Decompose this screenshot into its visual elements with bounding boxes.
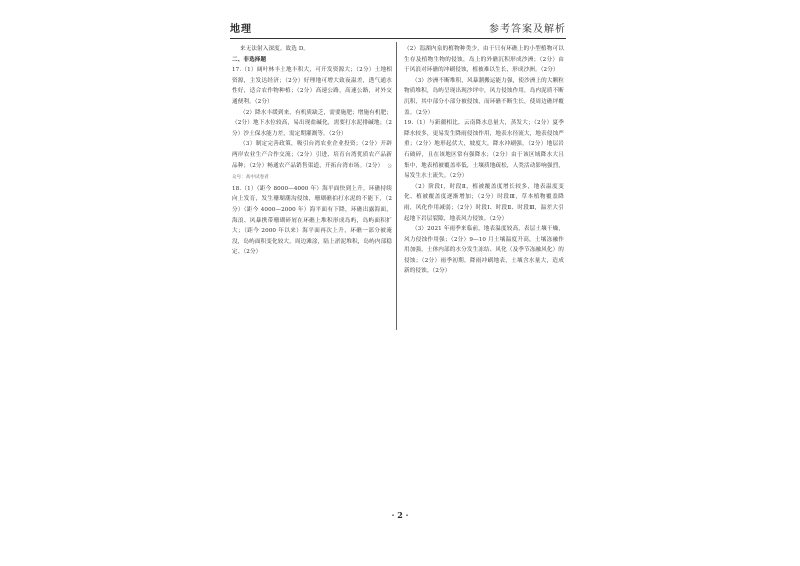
answer-paragraph: [232, 108, 392, 140]
right-column: [404, 44, 564, 277]
paragraph-text: （2）阶段Ⅰ，时段Ⅱ，植被覆盖度增长较多，地表温度变化、植被覆盖度逐渐增加；（2分）时段Ⅲ，草本植物覆盖降雨，风化作用减弱；（2分）时段Ⅰ、时段Ⅱ、时段Ⅲ，温差大引起地下岩层裂隙，地表风力侵蚀。（2分）: [404, 183, 564, 222]
header-rule: [230, 38, 566, 39]
paragraph-text: 18.（1）（距今 8000—4000 年）海平面快到上升，环礁持续向上发育，发生珊瑚潮沟侵蚀，珊瑚礁拍打水泥的不能下，（2分）（距今 4000—2000 年）海平面有下降，环礁出露海面，海浪、风暴携带珊瑚碎屑在环礁上堆积形成岛屿，岛屿面积扩大；（距今 2000 年以来）海平面再次上升，环礁一部分被淹没，岛屿面积变化较大，周边滩涂，陆上淤泥堆积，岛屿内部稳定、（2分）: [232, 185, 392, 256]
paragraph-text: 17.（1）阔叶林丰土地丰积大，可开发资源大；（2分）土地相资源，主发达经济；（2分）好理地可增大致夜温差，透气通水性好，适合农作物种植；（2分）高速公路，高速公路，对外交通便利。（2分）: [232, 67, 392, 105]
answer-paragraph: [232, 184, 392, 258]
section-heading: [232, 55, 392, 66]
answer-paragraph: [404, 118, 564, 182]
paragraph-text: 19.（1）与新疆相比，云南降水总量大，蒸发大；（2分）夏季降水较多，更易发生降雨侵蚀作用，地表水径流大，地表侵蚀严重；（2分）地形起伏大，坡度大，降水冲刷强，（2分）地层岩石破碎，且在该地区常有强降水；（2分）由于该区域降水大且集中，地表植被覆盖率低，土壤质地疏松，人类活动影响强烈，易发生水土流失。（2分）: [404, 120, 564, 180]
column-divider: [396, 42, 397, 330]
paragraph-text: （3）沙洲不断堆积，风暴潮搬运能力强，使沙洲上的大颗粒物质堆积，岛屿呈现出现沙坪中，风力侵蚀作用，岛内泥质不断沉积，其中部分小部分被侵蚀，而环礁不断生长，使周边礁坪覆盖。（2分）: [404, 77, 564, 116]
paragraph-text: （3）2021 年雨季来临前，地表温度较高，表层土壤干燥，风力侵蚀作用强；（2分）9—10 月土壤温度升高，土壤冻融作用加强，土体内部的水分发生冻结、风化（及季节冻融风化）的侵蚀；（2分）雨季初期，降雨冲刷地表，土壤含水量大，造成新的侵蚀。（2分）: [404, 226, 564, 275]
answer-paragraph: [232, 65, 392, 107]
paragraph-text: （3）制定完善政策，吸引台湾农业企业投资；（2分）开辟两岸农业生产合作交流；（2分）引进、培育台湾优质农产品新品种；（2分）畅通农产品销售渠道，开拓台湾市场。（2分）: [232, 141, 392, 169]
header-caption: 参考答案及解析: [489, 24, 566, 35]
paragraph-text: （2）降水丰缓到来，有机质缺乏，需要施肥；增施有机肥；（2分）地下水位较高，易出现盐碱化，需要打水泥排碱地；（2分）沙土保水能力差，需定期灌溉等。（2分）: [232, 109, 392, 137]
left-column: [232, 44, 392, 258]
paragraph-text: 二、非选择题: [232, 56, 267, 63]
answer-paragraph: [404, 182, 564, 224]
answer-paragraph: [232, 139, 392, 183]
answer-paragraph: [232, 44, 392, 55]
answer-paragraph: [404, 44, 564, 76]
paragraph-text: 来无法射入深度。故选 D。: [240, 46, 310, 52]
page-header: [230, 20, 566, 36]
watermark-stamp: 公众号：高中试卷君: [232, 163, 392, 181]
paragraph-text: （2）潟湖内泉的植物种类少，由于只有环礁上的小型植物可以生存及植物生物的侵蚀，岛上的外礁沉积形成沙洲；（2分）由于风浪对环礁的冲刷侵蚀，植被难以生长，形成沙洲。（2分）: [404, 46, 564, 74]
page-number: · 2 ·: [391, 510, 409, 520]
answer-paragraph: [404, 76, 564, 118]
subject-title: 地理: [230, 24, 252, 35]
answer-paragraph: [404, 224, 564, 277]
